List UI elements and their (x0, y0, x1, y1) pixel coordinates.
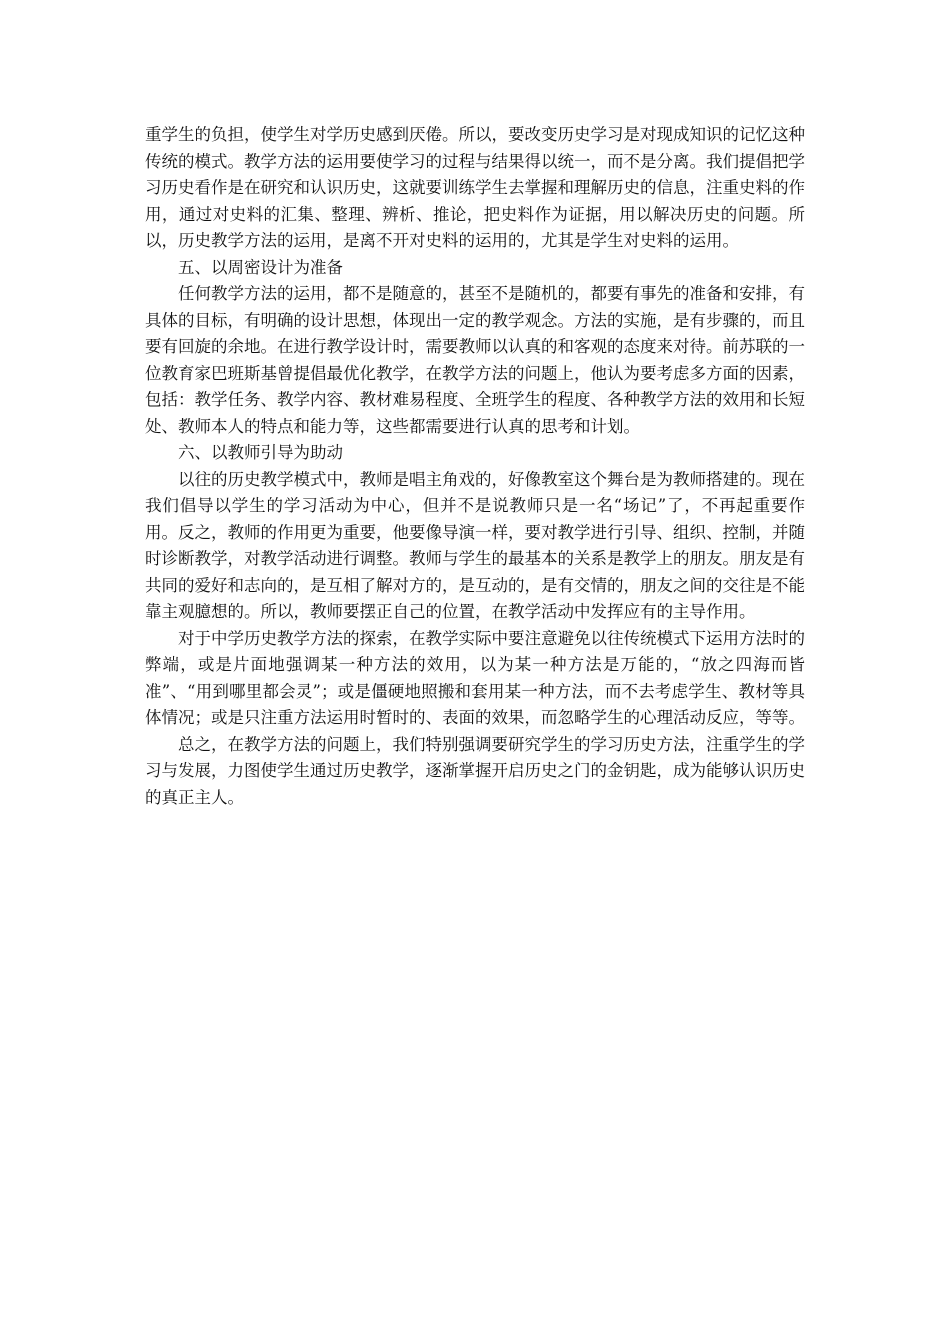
paragraph-exploration: 对于中学历史教学方法的探索，在教学实际中要注意避免以往传统模式下运用方法时的弊端，或是片面地强调某一种方法的效用，以为某一种方法是万能的，“放之四海而皆准”、“用到哪里都会灵”；或是僵硬地照搬和套用某一种方法，而不去考虑学生、教材等具体情况；或是只注重方法运用时暂时的、表面的效果，而忽略学生的心理活动反应，等等。 (145, 628, 805, 727)
paragraph-continued: 重学生的负担，使学生对学历史感到厌倦。所以，要改变历史学习是对现成知识的记忆这种传统的模式。教学方法的运用要使学习的过程与结果得以统一，而不是分离。我们提倡把学习历史看作是在研究和认识历史，这就要训练学生去掌握和理解历史的信息，注重史料的作用，通过对史料的汇集、整理、辨析、推论，把史料作为证据，用以解决历史的问题。所以，历史教学方法的运用，是离不开对史料的运用的，尤其是学生对史料的运用。 (145, 125, 805, 250)
paragraph-design: 任何教学方法的运用，都不是随意的，甚至不是随机的，都要有事先的准备和安排，有具体的目标，有明确的设计思想，体现出一定的教学观念。方法的实施，是有步骤的，而且要有回旋的余地。在进行教学设计时，需要教师以认真的和客观的态度来对待。前苏联的一位教育家巴班斯基曾提倡最优化教学，在教学方法的问题上，他认为要考虑多方面的因素，包括：教学任务、教学内容、教材难易程度、全班学生的程度、各种教学方法的效用和长短处、教师本人的特点和能力等，这些都需要进行认真的思考和计划。 (145, 284, 805, 436)
document-body (145, 122, 805, 811)
section-heading-five: 五、以周密设计为准备 (178, 257, 343, 277)
section-heading-six: 六、以教师引导为助动 (178, 443, 343, 462)
paragraph-conclusion: 总之，在教学方法的问题上，我们特别强调要研究学生的学习历史方法，注重学生的学习与发展，力图使学生通过历史教学，逐渐掌握开启历史之门的金钥匙，成为能够认识历史的真正主人。 (145, 734, 805, 807)
paragraph-teacher-guidance: 以往的历史教学模式中，教师是唱主角戏的，好像教室这个舞台是为教师搭建的。现在我们倡导以学生的学习活动为中心，但并不是说教师只是一名“场记”了，不再起重要作用。反之，教师的作用更为重要，他要像导演一样，要对教学进行引导、组织、控制，并随时诊断教学，对教学活动进行调整。教师与学生的最基本的关系是教学上的朋友。朋友是有共同的爱好和志向的，是互相了解对方的，是互动的，是有交情的，朋友之间的交往是不能靠主观臆想的。所以，教师要摆正自己的位置，在教学活动中发挥应有的主导作用。 (145, 469, 805, 621)
